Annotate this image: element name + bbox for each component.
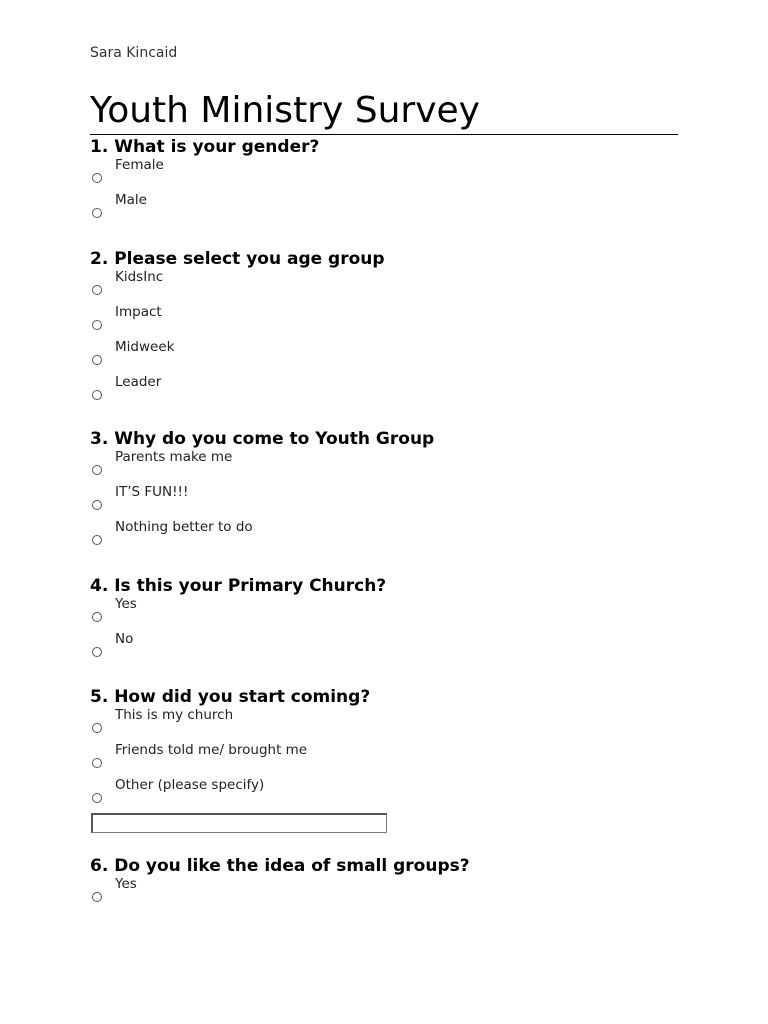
option-midweek[interactable]: [90, 339, 385, 374]
option-label: Yes: [115, 876, 137, 892]
option-label: Yes: [115, 596, 137, 612]
radio-button[interactable]: [92, 320, 102, 330]
radio-button[interactable]: [92, 758, 102, 768]
option-other[interactable]: [90, 777, 370, 812]
radio-button[interactable]: [92, 535, 102, 545]
option-yes[interactable]: [90, 596, 386, 631]
radio-button[interactable]: [92, 355, 102, 365]
option-label: Other (please specify): [115, 777, 265, 793]
question-heading: 4. Is this your Primary Church?: [90, 576, 387, 596]
option-label: Leader: [115, 374, 162, 390]
radio-button[interactable]: [92, 793, 102, 803]
radio-button[interactable]: [92, 390, 102, 400]
question-why-come: [90, 429, 434, 554]
radio-button[interactable]: [92, 285, 102, 295]
option-nothing-better[interactable]: [90, 519, 434, 554]
question-start-coming: [90, 687, 370, 812]
radio-button[interactable]: [92, 208, 102, 218]
option-label: IT’S FUN!!!: [115, 484, 189, 500]
other-specify-input[interactable]: [91, 813, 387, 833]
question-age-group: [90, 249, 385, 409]
radio-button[interactable]: [92, 173, 102, 183]
option-parents-make-me[interactable]: [90, 449, 434, 484]
question-heading: 2. Please select you age group: [90, 249, 385, 269]
option-leader[interactable]: [90, 374, 385, 409]
option-label: This is my church: [115, 707, 234, 723]
question-small-groups: [90, 856, 470, 911]
question-primary-church: [90, 576, 386, 666]
option-label: No: [115, 631, 134, 647]
option-female[interactable]: [90, 157, 319, 192]
radio-button[interactable]: [92, 612, 102, 622]
radio-button[interactable]: [92, 647, 102, 657]
radio-button[interactable]: [92, 723, 102, 733]
option-its-fun[interactable]: [90, 484, 434, 519]
option-kidsinc[interactable]: [90, 269, 385, 304]
option-label: Friends told me/ brought me: [115, 742, 308, 758]
option-yes[interactable]: [90, 876, 470, 911]
radio-button[interactable]: [92, 500, 102, 510]
option-label: KidsInc: [115, 269, 164, 285]
option-no[interactable]: [90, 631, 386, 666]
author-name: Sara Kincaid: [90, 45, 178, 61]
option-label: Midweek: [115, 339, 175, 355]
question-heading: 1. What is your gender?: [90, 137, 320, 157]
option-my-church[interactable]: [90, 707, 370, 742]
option-label: Female: [115, 157, 164, 173]
option-label: Nothing better to do: [115, 519, 253, 535]
radio-button[interactable]: [92, 892, 102, 902]
option-friends[interactable]: [90, 742, 370, 777]
survey-title: Youth Ministry Survey: [90, 88, 678, 135]
option-label: Parents make me: [115, 449, 233, 465]
question-heading: 5. How did you start coming?: [90, 687, 371, 707]
question-gender: [90, 137, 319, 227]
option-male[interactable]: [90, 192, 319, 227]
question-heading: 3. Why do you come to Youth Group: [90, 429, 435, 449]
option-label: Male: [115, 192, 147, 208]
question-heading: 6. Do you like the idea of small groups?: [90, 856, 470, 876]
option-impact[interactable]: [90, 304, 385, 339]
option-label: Impact: [115, 304, 162, 320]
radio-button[interactable]: [92, 465, 102, 475]
